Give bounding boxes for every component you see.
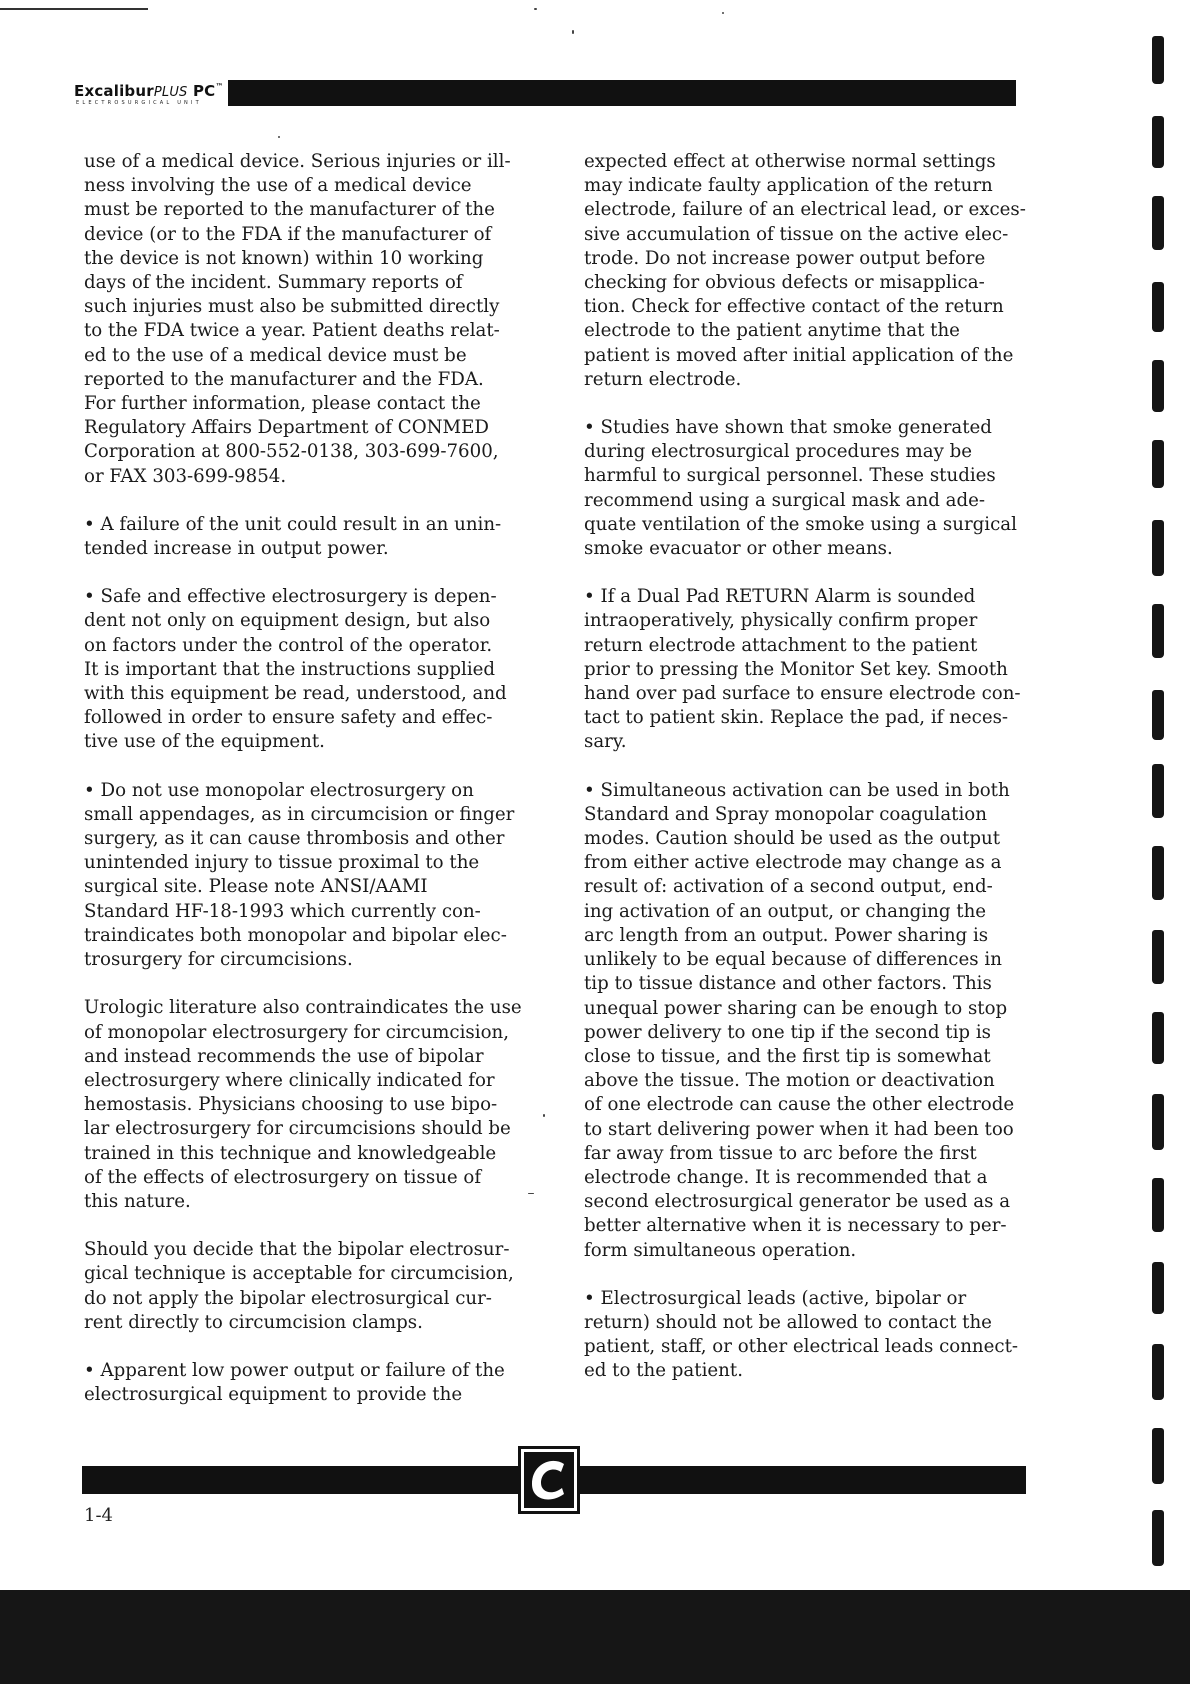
text-line: device (or to the FDA if the manufacturer of: [84, 223, 492, 245]
text-line: result of: activation of a second output, end-: [584, 876, 993, 898]
page-number: 1-4: [84, 1505, 113, 1526]
text-line: • Studies have shown that smoke generated: [584, 417, 992, 439]
text-line: For further information, please contact the: [84, 393, 481, 415]
scan-speck: [572, 30, 574, 34]
text-line: tive use of the equipment.: [84, 731, 325, 753]
text-line: power delivery to one tip if the second tip is: [584, 1021, 991, 1043]
text-line: second electrosurgical generator be used as a: [584, 1191, 1011, 1213]
scan-bottom-band: [0, 1590, 1190, 1684]
text-line: prior to pressing the Monitor Set key. Smooth: [584, 658, 1008, 680]
text-line: form simultaneous operation.: [584, 1239, 857, 1261]
text-line: Urologic literature also contraindicates the use: [84, 997, 522, 1019]
text-line: trosurgery for circumcisions.: [84, 949, 353, 971]
brand-pc: PC: [192, 82, 216, 100]
paragraph: [584, 150, 1026, 392]
text-line: sive accumulation of tissue on the active elec-: [584, 223, 1009, 245]
binding-hole: [1152, 1178, 1164, 1232]
paragraph: [584, 416, 1026, 561]
text-line: • Simultaneous activation can be used in both: [584, 779, 1010, 801]
text-line: this nature.: [84, 1190, 191, 1212]
paragraph: [84, 779, 516, 973]
text-line: to the FDA twice a year. Patient deaths relat-: [84, 320, 500, 342]
paragraph: [84, 513, 516, 561]
text-line: electrosurgical equipment to provide the: [84, 1384, 463, 1406]
text-line: Should you decide that the bipolar electrosur-: [84, 1239, 510, 1261]
text-line: use of a medical device. Serious injuries or ill-: [84, 151, 511, 172]
right-column: [584, 150, 1026, 1408]
text-line: dent not only on equipment design, but also: [84, 610, 491, 632]
text-line: on factors under the control of the operator.: [84, 634, 493, 656]
brand-plus: PLUS: [153, 85, 188, 100]
binding-hole: [1152, 1510, 1164, 1566]
text-line: surgical site. Please note ANSI/AAMI: [84, 876, 428, 898]
text-line: • If a Dual Pad RETURN Alarm is sounded: [584, 586, 976, 608]
scan-speck: [528, 1193, 534, 1194]
header-bar: [228, 80, 1016, 106]
binding-hole: [1152, 1344, 1164, 1400]
text-line: • Safe and effective electrosurgery is depen-: [84, 586, 497, 608]
binding-hole: [1152, 604, 1164, 658]
text-line: intraoperatively, physically confirm proper: [584, 610, 978, 632]
text-line: modes. Caution should be used as the output: [584, 828, 1001, 850]
text-line: to start delivering power when it had been too: [584, 1118, 1014, 1140]
text-line: tact to patient skin. Replace the pad, if neces-: [584, 707, 1009, 729]
text-line: return electrode.: [584, 368, 742, 390]
text-line: unlikely to be equal because of differences in: [584, 949, 1002, 971]
text-line: checking for obvious defects or misapplica-: [584, 272, 985, 294]
text-line: ed to the use of a medical device must be: [84, 344, 467, 366]
paragraph: [84, 150, 516, 489]
text-line: • A failure of the unit could result in an unin-: [84, 513, 502, 535]
paragraph: [584, 585, 1026, 754]
product-name: [74, 82, 224, 100]
text-line: unintended injury to tissue proximal to the: [84, 852, 480, 874]
text-line: electrode, failure of an electrical lead, or exces-: [584, 199, 1026, 221]
text-line: trode. Do not increase power output before: [584, 247, 986, 269]
text-line: tip to tissue distance and other factors. This: [584, 973, 992, 995]
text-line: from either active electrode may change as a: [584, 852, 1002, 874]
binding-hole: [1152, 282, 1164, 332]
text-line: far away from tissue to arc before the first: [584, 1142, 977, 1164]
text-line: rent directly to circumcision clamps.: [84, 1311, 423, 1333]
binding-hole: [1152, 440, 1164, 488]
binding-hole: [1152, 764, 1164, 818]
text-line: arc length from an output. Power sharing is: [584, 924, 989, 946]
text-line: surgery, as it can cause thrombosis and other: [84, 828, 505, 850]
binding-hole: [1152, 196, 1164, 250]
paragraph: [84, 1238, 516, 1335]
text-line: ness involving the use of a medical device: [84, 175, 472, 197]
paragraph: [84, 1359, 516, 1407]
text-line: harmful to surgical personnel. These studies: [584, 465, 996, 487]
scan-speck: [722, 12, 724, 14]
text-line: electrode change. It is recommended that a: [584, 1166, 988, 1188]
paragraph: [584, 779, 1026, 1263]
binding-hole: [1152, 116, 1164, 168]
brand-name: Excalibur: [74, 82, 154, 100]
text-line: Regulatory Affairs Department of CONMED: [84, 417, 490, 439]
scan-edge-line: [0, 8, 148, 10]
text-line: better alternative when it is necessary to per-: [584, 1215, 1007, 1237]
text-line: trained in this technique and knowledgeable: [84, 1142, 497, 1164]
text-line: electrosurgery where clinically indicated for: [84, 1069, 495, 1091]
text-line: ed to the patient.: [584, 1360, 743, 1382]
text-line: must be reported to the manufacturer of the: [84, 199, 495, 221]
binding-hole: [1152, 520, 1164, 576]
text-line: such injuries must also be submitted directly: [84, 296, 500, 318]
text-line: lar electrosurgery for circumcisions should be: [84, 1118, 511, 1140]
text-line: gical technique is acceptable for circumcision,: [84, 1263, 514, 1285]
text-line: above the tissue. The motion or deactivation: [584, 1070, 995, 1092]
scan-speck: [534, 8, 537, 10]
text-line: patient is moved after initial application of the: [584, 344, 1014, 366]
text-line: • Do not use monopolar electrosurgery on: [84, 779, 474, 801]
left-column: [84, 150, 522, 1431]
paragraph: [84, 585, 516, 754]
text-line: the device is not known) within 10 working: [84, 247, 484, 269]
binding-hole: [1152, 930, 1164, 984]
text-line: ing activation of an output, or changing the: [584, 900, 987, 922]
text-line: quate ventilation of the smoke using a surgical: [584, 513, 1017, 535]
binding-hole: [1152, 1428, 1164, 1484]
text-line: or FAX 303-699-9854.: [84, 465, 287, 487]
trademark-mark: ™: [215, 82, 224, 91]
text-line: may indicate faulty application of the return: [584, 175, 993, 197]
text-line: of the effects of electrosurgery on tissue of: [84, 1166, 482, 1188]
product-logo: [74, 82, 230, 110]
text-line: recommend using a surgical mask and ade-: [584, 489, 986, 511]
text-line: hand over pad surface to ensure electrode con-: [584, 683, 1021, 705]
text-line: return) should not be allowed to contact the: [584, 1311, 992, 1333]
text-line: tion. Check for effective contact of the return: [584, 296, 1004, 318]
text-line: return electrode attachment to the patient: [584, 634, 978, 656]
text-line: Standard HF-18-1993 which currently con-: [84, 900, 481, 922]
text-line: electrode to the patient anytime that the: [584, 320, 960, 342]
binding-hole: [1152, 1094, 1164, 1150]
binding-hole: [1152, 1262, 1164, 1314]
text-line: • Apparent low power output or failure of the: [84, 1359, 505, 1381]
binding-hole: [1152, 360, 1164, 412]
binding-hole: [1152, 36, 1164, 84]
scan-speck: [543, 1114, 545, 1117]
text-line: of monopolar electrosurgery for circumcision,: [84, 1021, 510, 1043]
conmed-c-logo-icon: [524, 1452, 574, 1508]
text-line: patient, staff, or other electrical leads connect-: [584, 1336, 1019, 1358]
text-line: traindicates both monopolar and bipolar elec-: [84, 924, 507, 946]
text-line: expected effect at otherwise normal settings: [584, 151, 996, 172]
text-line: with this equipment be read, understood, and: [84, 683, 507, 705]
scan-speck: [278, 136, 280, 138]
text-line: of one electrode can cause the other electrode: [584, 1094, 1015, 1116]
text-line: followed in order to ensure safety and effec-: [84, 707, 493, 729]
text-line: Standard and Spray monopolar coagulation: [584, 803, 987, 825]
text-line: Corporation at 800-552-0138, 303-699-7600,: [84, 441, 499, 463]
text-line: close to tissue, and the first tip is somewhat: [584, 1045, 991, 1067]
text-line: and instead recommends the use of bipolar: [84, 1045, 484, 1067]
text-line: small appendages, as in circumcision or finger: [84, 803, 515, 825]
text-line: smoke evacuator or other means.: [584, 538, 893, 560]
text-line: • Electrosurgical leads (active, bipolar or: [584, 1287, 967, 1309]
binding-hole: [1152, 846, 1164, 900]
text-line: do not apply the bipolar electrosurgical cur-: [84, 1287, 492, 1309]
product-subtitle: ELECTROSURGICAL UNIT: [76, 100, 202, 106]
text-line: sary.: [584, 731, 627, 753]
paragraph: [584, 1287, 1026, 1384]
binding-hole: [1152, 690, 1164, 740]
text-line: during electrosurgical procedures may be: [584, 441, 973, 463]
text-line: tended increase in output power.: [84, 538, 389, 560]
text-line: reported to the manufacturer and the FDA.: [84, 368, 484, 390]
binding-hole: [1152, 1012, 1164, 1064]
text-line: hemostasis. Physicians choosing to use bipo-: [84, 1094, 498, 1116]
text-line: unequal power sharing can be enough to stop: [584, 997, 1008, 1019]
text-line: days of the incident. Summary reports of: [84, 272, 463, 294]
text-line: It is important that the instructions supplied: [84, 658, 496, 680]
paragraph: [84, 996, 522, 1214]
conmed-logo: [518, 1446, 580, 1514]
